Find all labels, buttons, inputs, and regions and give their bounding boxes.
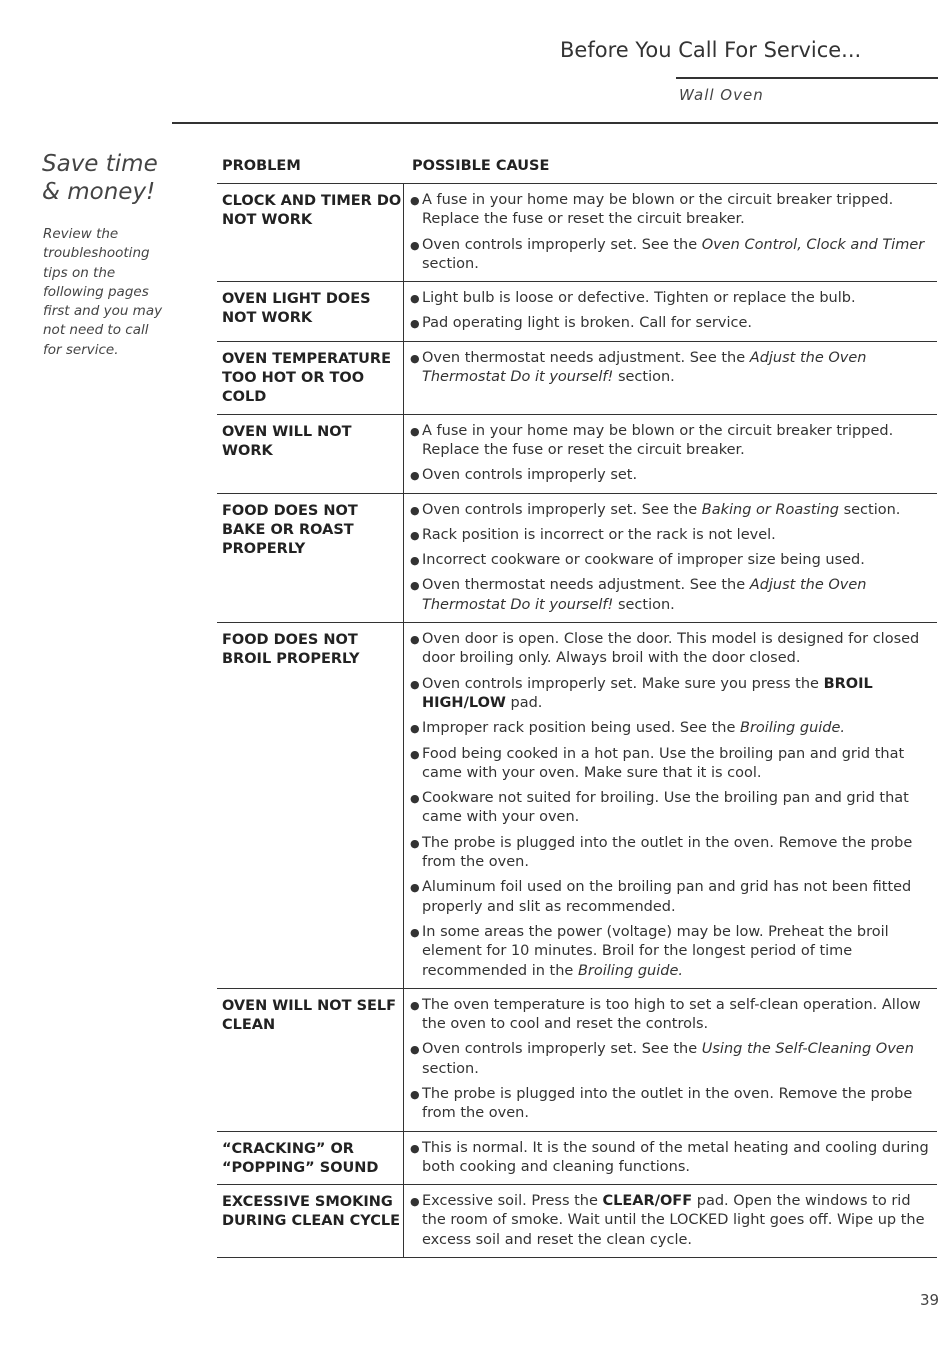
cause-text (422, 191, 933, 230)
cause-text (422, 996, 933, 1035)
cause-segment: Incorrect cookware or cookware of improper size being used. (422, 552, 865, 569)
cause-segment: Oven controls improperly set. See the (422, 501, 702, 518)
table-row (217, 989, 937, 1132)
cause-segment: Using the Self-Cleaning Oven (701, 1041, 914, 1058)
cause-segment: Adjust the Oven Thermostat Do it yourself! (422, 577, 867, 613)
bullet-icon: ● (410, 424, 420, 438)
cause-item (410, 191, 933, 230)
bullet-icon: ● (410, 528, 420, 542)
cause-segment: BROIL HIGH/LOW (422, 675, 873, 711)
table-row (217, 415, 937, 494)
cause-cell (403, 1132, 937, 1185)
bullet-icon: ● (410, 1195, 420, 1209)
cause-segment: Broiling guide. (740, 720, 846, 737)
header-rule (676, 77, 938, 79)
cause-text (422, 551, 933, 570)
cause-item (410, 466, 933, 485)
cause-item (410, 349, 933, 388)
cause-segment: section. (422, 1060, 479, 1077)
table-row (217, 1132, 937, 1186)
bullet-icon: ● (410, 881, 420, 895)
bullet-icon: ● (410, 747, 420, 761)
cause-item (410, 675, 933, 714)
cause-segment: section. (838, 501, 901, 518)
cause-text (422, 236, 933, 275)
bullet-icon: ● (410, 1141, 420, 1155)
bullet-icon: ● (410, 351, 420, 365)
table-row (217, 184, 937, 282)
cause-item (410, 923, 933, 981)
bullet-icon: ● (410, 238, 420, 252)
cause-text (422, 576, 933, 615)
cause-segment: section. (613, 369, 675, 386)
bullet-icon: ● (410, 317, 420, 331)
problem-cell: CLOCK AND TIMER DO NOT WORK (222, 193, 402, 229)
bullet-icon: ● (410, 677, 420, 691)
cause-item (410, 630, 933, 669)
cause-segment: Rack position is incorrect or the rack is not level. (422, 526, 776, 543)
cause-item (410, 1192, 933, 1250)
problem-cell: OVEN WILL NOT WORK (222, 423, 352, 459)
cause-segment: A fuse in your home may be blown or the circuit breaker tripped. Replace the fuse or reset the circuit breaker. (422, 192, 894, 228)
cause-segment: Oven thermostat needs adjustment. See the (422, 577, 750, 594)
cause-segment: Light bulb is loose or defective. Tighten or replace the bulb. (422, 290, 856, 307)
problem-cell: FOOD DOES NOT BAKE OR ROAST PROPERLY (222, 502, 358, 558)
cause-cell (403, 342, 937, 414)
cause-segment: section. (613, 596, 675, 613)
bullet-icon: ● (410, 579, 420, 593)
cause-item (410, 1085, 933, 1124)
cause-item (410, 314, 933, 333)
page-header-subtitle: Wall Oven (679, 86, 764, 104)
bullet-icon: ● (410, 469, 420, 483)
cause-segment: Aluminum foil used on the broiling pan and grid has not been fitted properly and slit as recommended. (422, 879, 912, 915)
cause-segment: section. (422, 255, 479, 272)
cause-text (422, 834, 933, 873)
cause-segment: Adjust the Oven Thermostat Do it yourself! (422, 349, 867, 386)
cause-text (422, 526, 933, 545)
cause-segment: Oven controls improperly set. Make sure you press the (422, 675, 824, 692)
cause-segment: Oven controls improperly set. See the (422, 236, 702, 253)
cause-item (410, 1139, 933, 1178)
page-header-title: Before You Call For Service... (560, 38, 862, 62)
cause-segment: Oven controls improperly set. See the (422, 1041, 702, 1058)
cause-text (422, 675, 933, 714)
cause-text (422, 630, 933, 669)
table-row (217, 494, 937, 623)
cause-segment: This is normal. It is the sound of the metal heating and cooling during both cooking and cleaning functions. (422, 1139, 929, 1175)
cause-cell (403, 623, 937, 988)
cause-text (422, 1040, 933, 1079)
bullet-icon: ● (410, 633, 420, 647)
cause-text (422, 466, 933, 485)
cause-item (410, 501, 933, 520)
table-row (217, 282, 937, 342)
cause-segment: Excessive soil. Press the (422, 1193, 603, 1210)
cause-segment: pad. Open the windows to rid the room of smoke. Wait until the LOCKED light goes off. Wipe up the excess soil and reset the clean cycle. (422, 1193, 925, 1248)
cause-cell (403, 494, 937, 622)
cause-segment: CLEAR/OFF (602, 1193, 693, 1210)
table-row (217, 342, 937, 415)
cause-segment: Oven door is open. Close the door. This model is designed for closed door broiling only. Always broil with the door closed. (422, 631, 920, 667)
sidebar-text: Review the troubleshooting tips on the following pages first and you may not need to call for service. (43, 226, 163, 358)
cause-segment: Oven thermostat needs adjustment. See the (422, 349, 750, 366)
cause-segment: Pad operating light is broken. Call for service. (422, 315, 752, 332)
bullet-icon: ● (410, 1087, 420, 1101)
bullet-icon: ● (410, 792, 420, 806)
cause-text (422, 878, 933, 917)
cause-text (422, 789, 933, 828)
bullet-icon: ● (410, 998, 420, 1012)
cause-item (410, 834, 933, 873)
table-row (217, 623, 937, 989)
problem-cell: FOOD DOES NOT BROIL PROPERLY (222, 632, 360, 668)
cause-segment: A fuse in your home may be blown or the circuit breaker tripped. Replace the fuse or reset the circuit breaker. (422, 422, 894, 458)
problem-cell: OVEN LIGHT DOES NOT WORK (222, 291, 371, 327)
cause-item (410, 576, 933, 615)
cause-cell (403, 1185, 937, 1257)
cause-segment: Oven controls improperly set. (422, 467, 638, 484)
cause-text (422, 314, 933, 333)
column-header-problem: PROBLEM (222, 158, 301, 174)
cause-item (410, 422, 933, 461)
bullet-icon: ● (410, 1043, 420, 1057)
cause-text (422, 349, 933, 388)
table-row (217, 1185, 937, 1258)
cause-cell (403, 184, 937, 281)
bullet-icon: ● (410, 722, 420, 736)
cause-item (410, 719, 933, 738)
cause-text (422, 422, 933, 461)
cause-text (422, 1139, 933, 1178)
bullet-icon: ● (410, 292, 420, 306)
cause-segment: Broiling guide. (577, 962, 683, 979)
cause-text (422, 1192, 933, 1250)
cause-item (410, 526, 933, 545)
bullet-icon: ● (410, 194, 420, 207)
cause-item (410, 551, 933, 570)
problem-cell: OVEN WILL NOT SELF CLEAN (222, 997, 397, 1034)
cause-text (422, 501, 933, 520)
cause-text (422, 289, 933, 308)
bullet-icon: ● (410, 836, 420, 850)
cause-segment: The oven temperature is too high to set a self-clean operation. Allow the oven to cool and reset the controls. (422, 996, 921, 1033)
cause-cell (403, 282, 937, 341)
page-number: 39 (920, 1291, 940, 1309)
cause-item (410, 996, 933, 1035)
cause-segment: The probe is plugged into the outlet in the oven. Remove the probe from the oven. (422, 1085, 913, 1122)
cause-text (422, 745, 933, 784)
sidebar-title: Save time & money! (42, 151, 158, 205)
cause-cell (403, 415, 937, 493)
bullet-icon: ● (410, 503, 420, 517)
cause-item (410, 878, 933, 917)
problem-cell: OVEN TEMPERATURE TOO HOT OR TOO COLD (222, 350, 392, 406)
problem-cell: EXCESSIVE SMOKING DURING CLEAN CYCLE (222, 1194, 401, 1230)
cause-item (410, 289, 933, 308)
cause-text (422, 719, 933, 738)
cause-item (410, 236, 933, 275)
cause-item (410, 745, 933, 784)
cause-segment: The probe is plugged into the outlet in the oven. Remove the probe from the oven. (422, 834, 913, 871)
cause-segment: Food being cooked in a hot pan. Use the broiling pan and grid that came with your oven. Make sure that it is cool. (422, 745, 905, 781)
cause-segment: Cookware not suited for broiling. Use the broiling pan and grid that came with your oven. (422, 790, 909, 826)
cause-segment: Improper rack position being used. See the (422, 720, 740, 737)
cause-segment: Oven Control, Clock and Timer (701, 236, 925, 253)
bullet-icon: ● (410, 554, 420, 568)
cause-text (422, 1085, 933, 1124)
cause-cell (403, 989, 937, 1131)
troubleshooting-table (217, 183, 937, 1258)
column-header-possible-cause: POSSIBLE CAUSE (412, 158, 550, 174)
cause-item (410, 789, 933, 828)
top-divider (172, 122, 938, 124)
bullet-icon: ● (410, 925, 420, 939)
cause-segment: In some areas the power (voltage) may be low. Preheat the broil element for 10 minutes. Broil for the longest period of time recommended in the (422, 923, 889, 979)
problem-cell: “CRACKING” OR “POPPING” SOUND (222, 1140, 379, 1176)
cause-segment: Baking or Roasting (701, 501, 839, 518)
cause-item (410, 1040, 933, 1079)
cause-segment: pad. (505, 694, 543, 711)
cause-text (422, 923, 933, 981)
